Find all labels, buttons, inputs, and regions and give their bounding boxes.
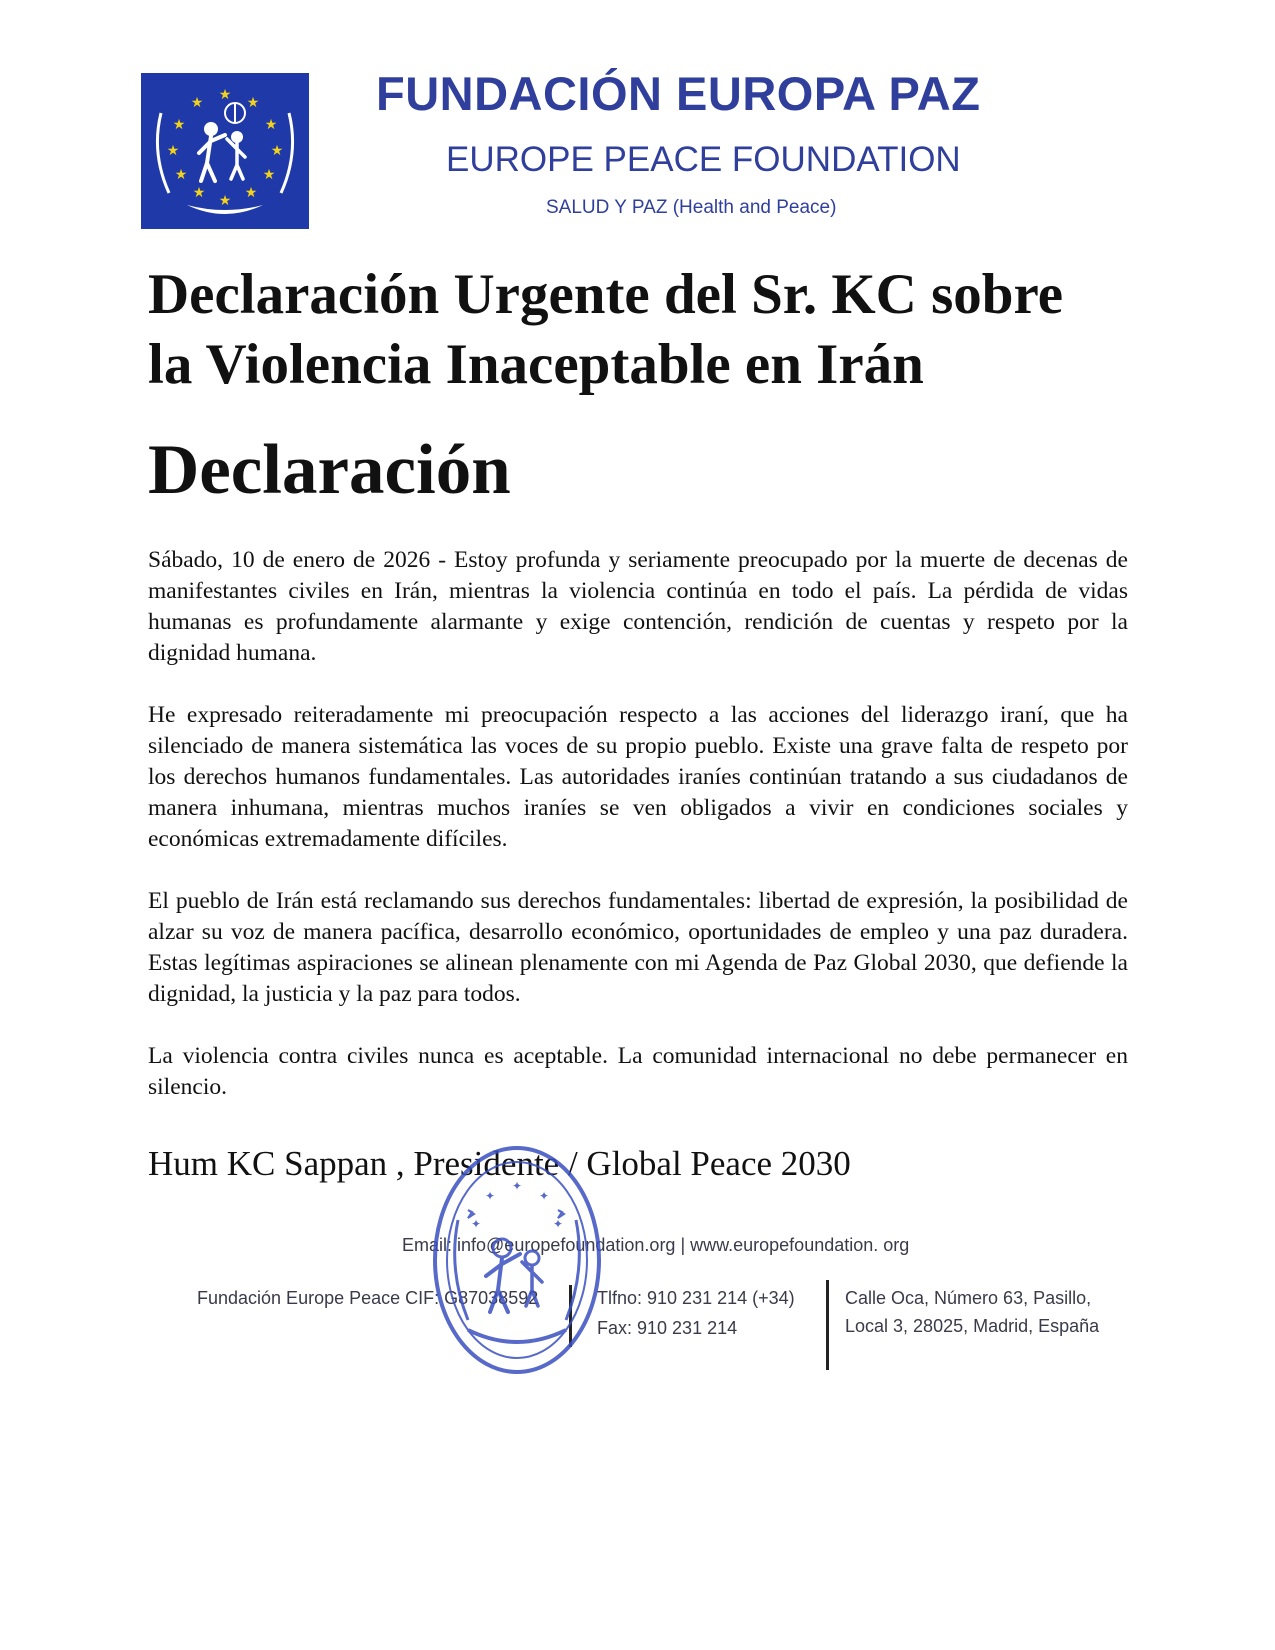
svg-text:★: ★ (174, 167, 188, 183)
svg-text:★: ★ (166, 143, 180, 159)
foundation-logo (141, 73, 309, 229)
footer-foundation-cif: Fundación Europe Peace CIF: G87038592 (197, 1288, 539, 1308)
svg-text:★: ★ (190, 95, 204, 111)
svg-text:★: ★ (218, 87, 232, 103)
svg-text:★: ★ (264, 117, 278, 133)
title-line-1: Declaración Urgente del Sr. KC sobre (148, 263, 1064, 326)
paragraph-1: Sábado, 10 de enero de 2026 - Estoy profunda y seriamente preocupado por la muerte de decenas de manifestantes civiles en Irán, mientras la violencia continúa en todo el país. La pérdida de vidas humanas es profundamente alarmante y exige contención, rendición de cuentas y respeto por la dignidad humana. (148, 547, 1128, 666)
footer-address-line-2: Local 3, 28025, Madrid, España (845, 1316, 1100, 1336)
footer-divider-2 (826, 1280, 829, 1370)
svg-text:★: ★ (246, 95, 260, 111)
document-title (148, 260, 1138, 400)
organization-name-english: EUROPE PEACE FOUNDATION (446, 140, 961, 179)
svg-text:✦: ✦ (552, 1217, 564, 1231)
svg-text:★: ★ (262, 167, 276, 183)
paragraph-3: El pueblo de Irán está reclamando sus derechos fundamentales: libertad de expresión, la posibilidad de alzar su voz de manera pacífica, desarrollo económico, oportunidades de empleo y una paz duradera. Estas legítimas aspiraciones se alinean plenamente con mi Agenda de Paz Global 2030, que defiende la dignidad, la justicia y la paz para todos. (148, 888, 1128, 1007)
organization-name: FUNDACIÓN EUROPA PAZ (376, 67, 981, 120)
svg-text:✦: ✦ (511, 1179, 523, 1193)
svg-text:★: ★ (244, 185, 258, 201)
paragraph-4: La violencia contra civiles nunca es aceptable. La comunidad internacional no debe permanecer en silencio. (148, 1043, 1128, 1100)
svg-text:★: ★ (270, 143, 284, 159)
paragraph-2: He expresado reiteradamente mi preocupación respecto a las acciones del liderazgo iraní, que ha silenciado de manera sistemática las voces de su propio pueblo. Existe una grave falta de respeto por los derechos humanos fundamentales. Las autoridades iraníes continúan tratando a sus ciudadanos de manera inhumana, mientras muchos iraníes se ven obligados a vivir en condiciones sociales y económicas extremadamente difíciles. (148, 702, 1128, 852)
svg-text:✦: ✦ (538, 1189, 550, 1203)
footer-phone: Tlfno: 910 231 214 (+34) (597, 1288, 795, 1308)
organization-tagline: SALUD Y PAZ (Health and Peace) (546, 197, 837, 218)
footer-fax: Fax: 910 231 214 (597, 1318, 738, 1338)
section-heading: Declaración (148, 431, 511, 509)
official-stamp (428, 1140, 606, 1380)
footer-address-line-1: Calle Oca, Número 63, Pasillo, (845, 1288, 1092, 1308)
title-line-2: la Violencia Inaceptable en Irán (148, 333, 924, 396)
svg-text:✦: ✦ (470, 1217, 482, 1231)
svg-text:★: ★ (218, 193, 232, 209)
footer-email-web: Email: info@europefoundation.org | www.europefoundation. org (402, 1235, 910, 1255)
svg-text:★: ★ (172, 117, 186, 133)
document-body (148, 545, 1128, 1134)
svg-text:✦: ✦ (484, 1189, 496, 1203)
signature-line: Hum KC Sappan , Presidente / Global Peace 2030 (148, 1144, 851, 1183)
svg-text:★: ★ (192, 185, 206, 201)
